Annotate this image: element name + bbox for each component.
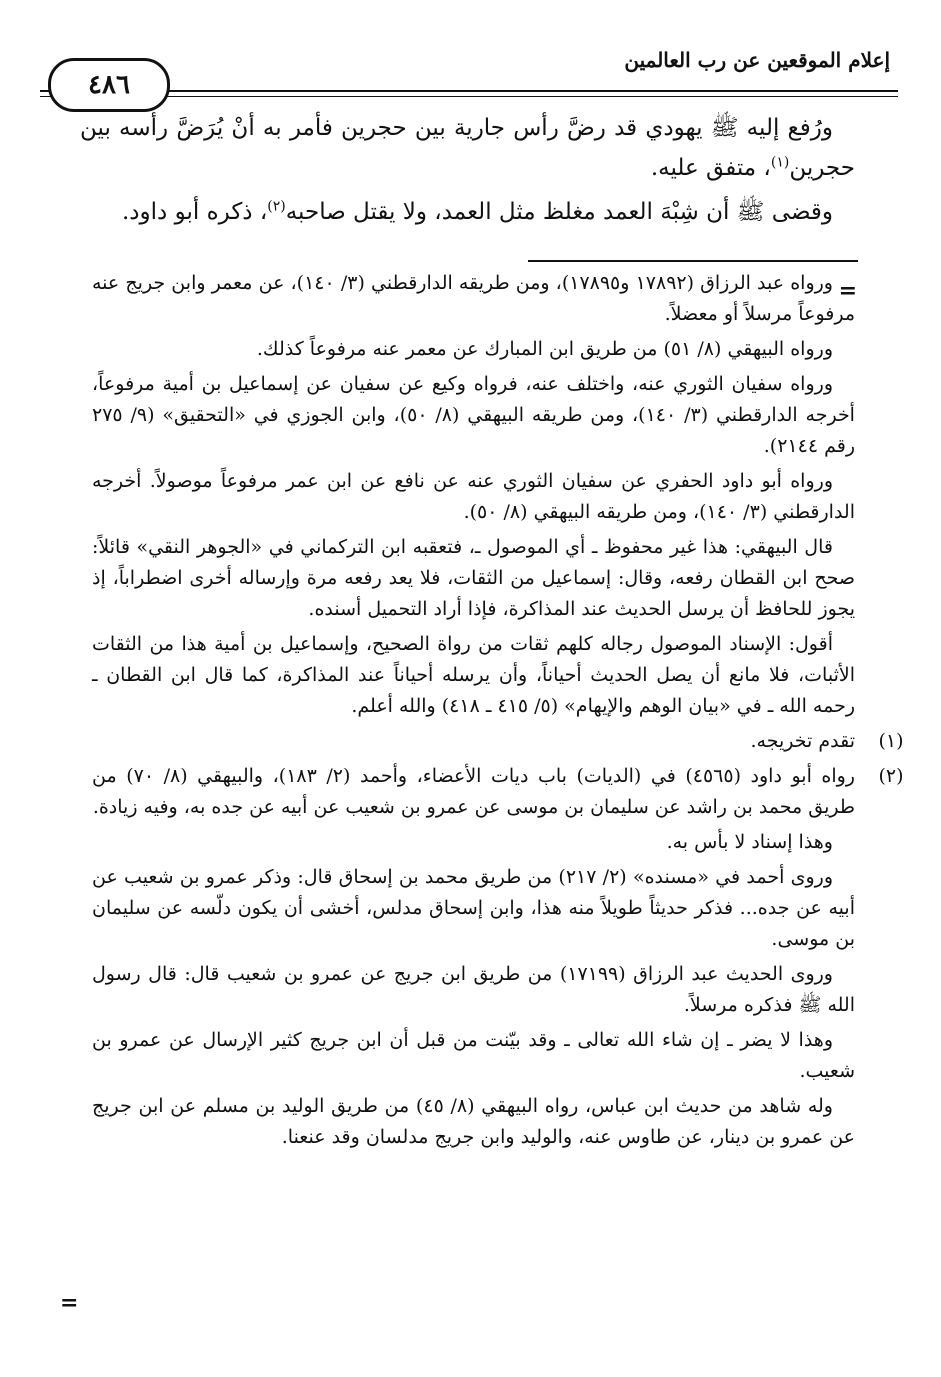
footnote-paragraph: رواه أبو داود (٤٥٦٥) في (الديات) باب ديات الأعضاء، وأحمد (٢/ ١٨٣)، والبيهقي (٨/ ٧٠) من طريق محمد بن راشد عن سليمان بن موسى عن عمرو بن شعيب عن أبيه عن جده به، وفيه زيادة.: [92, 765, 855, 818]
main-text: [80, 108, 855, 236]
continuation-mark-top: =: [838, 278, 857, 304]
main-text-run: ، ذكره أبو داود.: [121, 199, 268, 225]
footnote-paragraph: ورواه عبد الرزاق (١٧٨٩٢ و١٧٨٩٥)، ومن طريقه الدارقطني (٣/ ١٤٠)، عن معمر وابن جريج عنه مرفوعاً مرسلاً أو معضلاً.: [92, 272, 855, 325]
footnote-number: (٢): [878, 765, 904, 787]
main-paragraph: [80, 192, 855, 232]
footnote-paragraph: ورواه سفيان الثوري عنه، واختلف عنه، فرواه وكيع عن سفيان عن إسماعيل بن أمية مرفوعاً، أخرجه الدارقطني (٣/ ١٤٠)، ومن طريقه البيهقي (٨/ ٥٠)، وابن الجوزي في «التحقيق» (٩/ ٢٧٥ رقم ٢١٤٤).: [92, 373, 855, 457]
footnote-number: (١): [878, 730, 904, 752]
main-text-run: ورُفع إليه ﷺ يهودي قد رضَّ رأس جارية بين حجرين فأمر به أنْ يُرَضَّ رأسه بين حجرين: [80, 115, 855, 181]
header-rule-thin: [40, 96, 898, 97]
main-text-run: ، متفق عليه.: [650, 155, 771, 181]
main-text-run: وقضى ﷺ أن شِبْهَ العمد مغلظ مثل العمد، ولا يقتل صاحبه: [285, 199, 833, 225]
footnote-paragraph: وروى أحمد في «مسنده» (٢/ ٢١٧) من طريق محمد بن إسحاق قال: وذكر عمرو بن شعيب عن أبيه عن جده... فذكر حديثاً طويلاً منه هذا، وابن إسحاق مدلس، أخشى أن يكون دلّسه عن سليمان بن موسى.: [92, 866, 855, 950]
footnote-ref: (١): [770, 154, 790, 171]
continuation-mark-bottom: =: [60, 1290, 79, 1316]
footnotes: [92, 268, 904, 1157]
footnote-ref: (٢): [267, 198, 286, 215]
footnote-paragraph: وهذا لا يضر ـ إن شاء الله تعالى ـ وقد بيّنت من قبل أن ابن جريج كثير الإرسال عن عمرو بن شعيب.: [92, 1029, 855, 1082]
footnote-paragraph: وله شاهد من حديث ابن عباس، رواه البيهقي (٨/ ٤٥) من طريق الوليد بن مسلم عن ابن جريج عن عمرو بن دينار، عن طاوس عنه، والوليد وابن جريج مدلسان وقد عنعنا.: [92, 1095, 855, 1148]
main-paragraph: [80, 108, 855, 188]
footnote-paragraph: وروى الحديث عبد الرزاق (١٧١٩٩) من طريق ابن جريج عن عمرو بن شعيب قال: قال رسول الله ﷺ فذكره مرسلاً.: [92, 963, 855, 1016]
footnote-paragraph: وهذا إسناد لا بأس به.: [666, 831, 833, 853]
running-title: إعلام الموقعين عن رب العالمين: [624, 48, 890, 72]
page-number: ٤٨٦: [48, 58, 170, 112]
footnote-divider: [528, 260, 858, 262]
footnote-paragraph: ورواه أبو داود الحفري عن سفيان الثوري عنه عن نافع عن ابن عمر مرفوعاً موصولاً. أخرجه الدارقطني (٣/ ١٤٠)، ومن طريقه البيهقي (٨/ ٥٠).: [92, 470, 855, 523]
footnote-paragraph: ورواه البيهقي (٨/ ٥١) من طريق ابن المبارك عن معمر عنه مرفوعاً كذلك.: [256, 338, 833, 360]
footnote-2: [92, 761, 904, 823]
page-header: [40, 40, 898, 110]
footnote-1: [92, 726, 904, 757]
footnote-paragraph: أقول: الإسناد الموصول رجاله كلهم ثقات من رواة الصحيح، وإسماعيل بن أمية هذا من الثقات الأثبات، فلا مانع أن يصل الحديث أحياناً، وأن يرسله أحياناً عند المذاكرة، كما قال ابن القطان ـ رحمه الله ـ في «بيان الوهم والإيهام» (٥/ ٤١٥ ـ ٤١٨) والله أعلم.: [92, 633, 855, 717]
footnote-paragraph: تقدم تخريجه.: [750, 730, 855, 752]
footnote-paragraph: قال البيهقي: هذا غير محفوظ ـ أي الموصول ـ، فتعقبه ابن التركماني في «الجوهر النقي» قائلاً: صحح ابن القطان رفعه، وقال: إسماعيل من الثقات، فلا يعد رفعه مرة وإرساله أخرى اضطراباً، إذ يجوز للحافظ أن يرسل الحديث عند المذاكرة، فإذا أراد التحميل أسنده.: [92, 536, 855, 620]
